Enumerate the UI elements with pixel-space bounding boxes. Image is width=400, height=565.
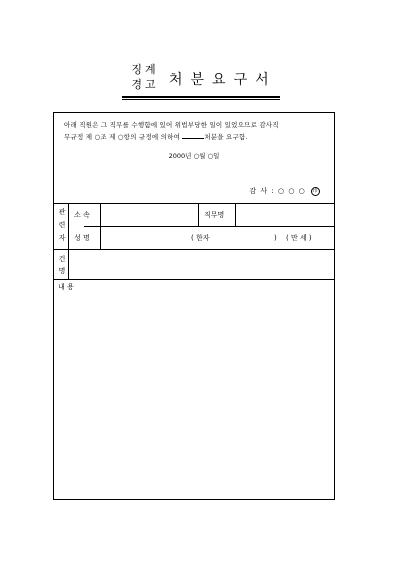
- related-char: 자: [58, 234, 66, 242]
- title-underline: [122, 96, 280, 98]
- affiliation-field[interactable]: [101, 204, 197, 225]
- content-field[interactable]: [58, 295, 330, 495]
- col-divider: [198, 203, 199, 226]
- seal-icon: 印: [312, 187, 319, 194]
- case-name-field[interactable]: [69, 250, 335, 278]
- document-title: [116, 59, 286, 99]
- related-person-label: [57, 206, 67, 245]
- position-field[interactable]: [236, 204, 334, 225]
- case-name-label: [57, 253, 67, 277]
- auditor-label: 감 사 : ○ ○ ○: [249, 187, 306, 195]
- title-stack-top: 징계: [131, 63, 159, 76]
- intro-line-2-b: 처분을 요구함.: [204, 133, 248, 141]
- title-stack: [128, 62, 162, 92]
- name-label: 성 명: [74, 234, 90, 242]
- content-label: 내 용: [58, 283, 74, 291]
- disposition-blank[interactable]: [182, 132, 204, 139]
- case-char: 명: [58, 267, 66, 275]
- affiliation-label: 소 속: [74, 211, 90, 219]
- request-form: [53, 112, 335, 500]
- related-char: 관: [58, 208, 66, 216]
- auditor-signature: [249, 186, 320, 196]
- age-label: ( 만 세 ): [286, 234, 312, 242]
- intro-line-2-a: 무규정 제 ○조 제 ○항의 규정에 의하여: [64, 133, 183, 141]
- related-char: 련: [58, 221, 66, 229]
- row-divider: [54, 279, 334, 280]
- document-date: 2000년 ○월 ○일: [168, 152, 220, 160]
- position-label: 직무명: [204, 211, 225, 219]
- hanja-close: ): [274, 234, 277, 242]
- hanja-label: ( 한자: [191, 234, 210, 242]
- case-char: 건: [58, 255, 66, 263]
- title-stack-bottom: 경고: [131, 78, 159, 91]
- intro-line-1: 아래 직원은 그 직무를 수행함에 있어 위법부당한 일이 있었으므로 감사직: [64, 121, 279, 129]
- intro-paragraph: [64, 119, 330, 143]
- intro-line-2: [64, 131, 330, 143]
- title-underline-thin: [122, 99, 280, 100]
- title-main: 처분요구서: [169, 72, 277, 88]
